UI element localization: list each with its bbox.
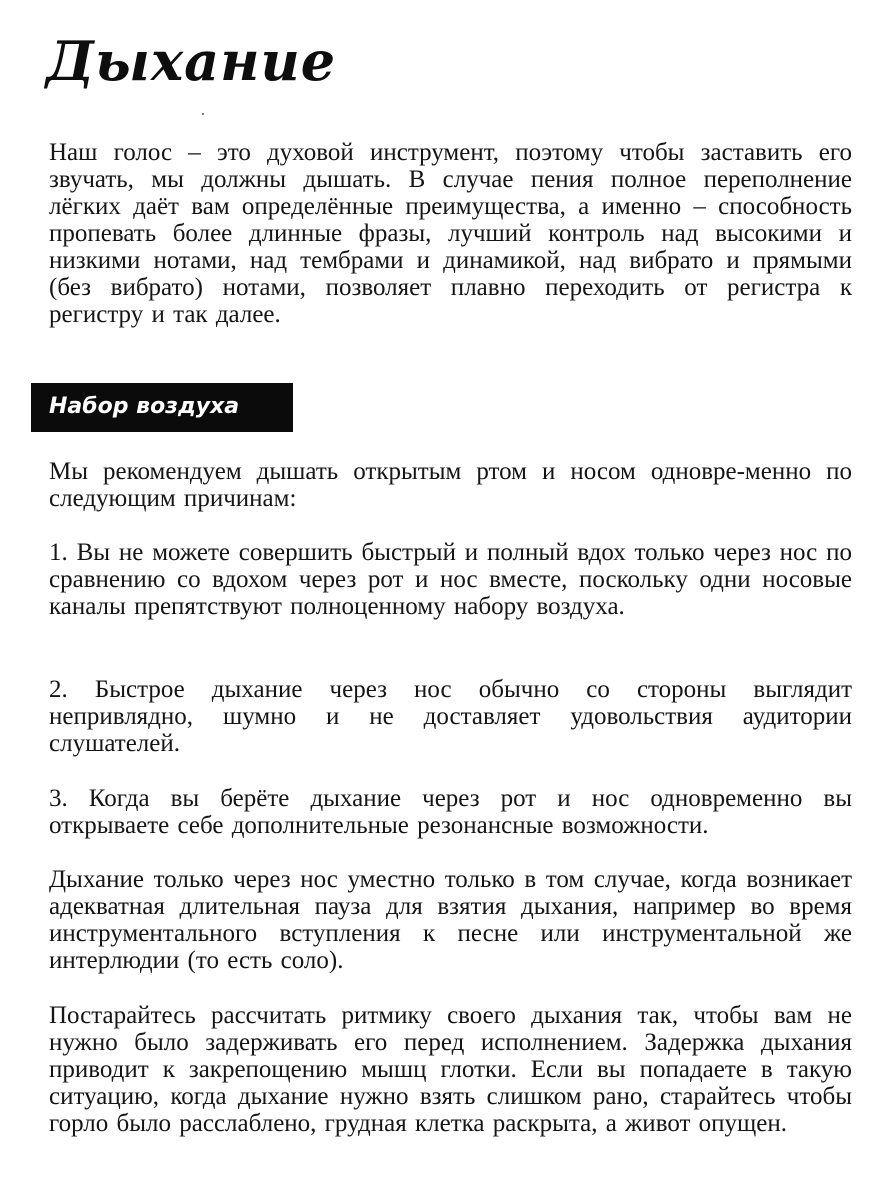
section-paragraph-reason-1: 1. Вы не можете совершить быстрый и полный вдох только через нос по сравнению со вдохом через рот и нос вместе, поскольку одни носовые каналы препятствуют полноценному набору воздуха. xyxy=(49,539,852,620)
section-paragraph-recommendation: Мы рекомендуем дышать открытым ртом и носом одновре-менно по следующим причинам: xyxy=(49,458,852,512)
section-paragraph-rhythm: Постарайтесь рассчитать ритмику своего дыхания так, чтобы вам не нужно было задерживать его перед исполнением. Задержка дыхания приводит к закрепощению мышц глотки. Если вы попадаете в такую ситуацию, когда дыхание нужно взять слишком рано, старайтесь чтобы горло было расслаблено, грудная клетка раскрыта, а живот опущен. xyxy=(49,1002,852,1137)
chapter-title: Дыхание xyxy=(46,29,337,93)
print-speck xyxy=(202,113,204,115)
section-heading-bar xyxy=(31,383,293,432)
section-paragraph-nose-breathing: Дыхание только через нос уместно только в том случае, когда возникает адекватная длительная пауза для взятия дыхания, например во время инструментального вступления к песне или инструментальной же интерлюдии (то есть соло). xyxy=(49,866,852,974)
intro-paragraph: Наш голос – это духовой инструмент, поэтому чтобы заставить его звучать, мы должны дышать. В случае пения полное переполнение лёгких даёт вам определённые преимущества, а именно – способность пропевать более длинные фразы, лучший контроль над высокими и низкими нотами, над тембрами и динамикой, над вибрато и прямыми (без вибрато) нотами, позволяет плавно переходить от регистра к регистру и так далее. xyxy=(49,139,852,328)
section-heading: Набор воздуха xyxy=(49,394,240,419)
section-paragraph-reason-3: 3. Когда вы берёте дыхание через рот и нос одновременно вы открываете себе дополнительные резонансные возможности. xyxy=(49,785,852,839)
section-paragraph-reason-2: 2. Быстрое дыхание через нос обычно со стороны выглядит непривлядно, шумно и не доставляет удовольствия аудитории слушателей. xyxy=(49,676,852,757)
